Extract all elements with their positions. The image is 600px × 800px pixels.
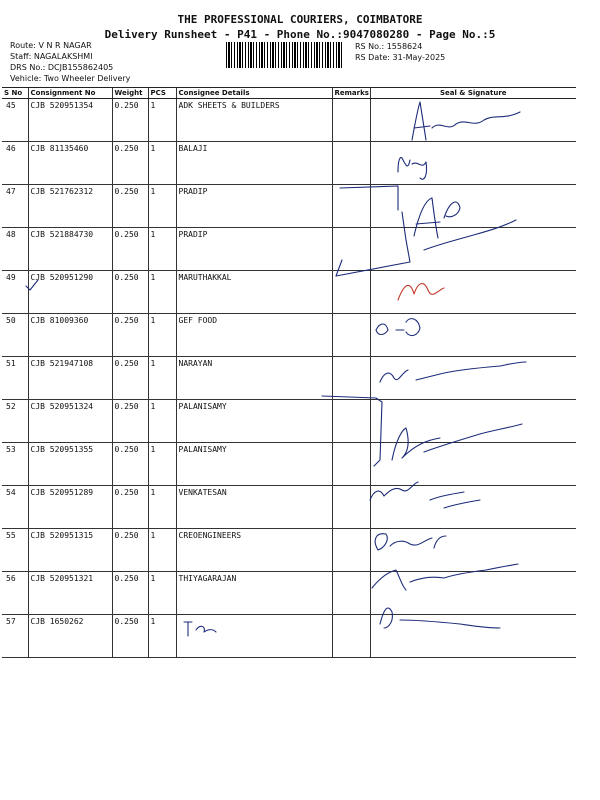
consignee-cell: PRADIP — [176, 185, 332, 228]
remarks-cell — [332, 314, 370, 357]
barcode — [226, 42, 344, 68]
signature-cell — [370, 486, 576, 529]
weight-cell: 0.250 — [112, 142, 148, 185]
signature-cell — [370, 357, 576, 400]
pcs-cell: 1 — [148, 99, 176, 142]
table-row — [2, 228, 576, 271]
remarks-cell — [332, 228, 370, 271]
remarks-cell — [332, 142, 370, 185]
signature-cell — [370, 228, 576, 271]
col-weight: Weight — [112, 88, 148, 99]
remarks-cell — [332, 99, 370, 142]
consignee-cell: PRADIP — [176, 228, 332, 271]
weight-cell: 0.250 — [112, 615, 148, 658]
sno-cell: 46 — [2, 142, 28, 185]
sno-cell: 47 — [2, 185, 28, 228]
consignment-cell: CJB 520951315 — [28, 529, 112, 572]
page-subtitle: Delivery Runsheet - P41 - Phone No.:9047080280 - Page No.:5 — [104, 28, 496, 41]
consignee-cell: ADK SHEETS & BUILDERS — [176, 99, 332, 142]
table-row — [2, 400, 576, 443]
sno-cell: 57 — [2, 615, 28, 658]
consignment-cell: CJB 521884730 — [28, 228, 112, 271]
consignment-cell: CJB 520951289 — [28, 486, 112, 529]
pcs-cell: 1 — [148, 529, 176, 572]
pcs-cell: 1 — [148, 314, 176, 357]
sno-cell: 56 — [2, 572, 28, 615]
runsheet-table — [2, 87, 576, 658]
table-row — [2, 99, 576, 142]
signature-cell — [370, 314, 576, 357]
pcs-cell: 1 — [148, 615, 176, 658]
consignee-cell: MARUTHAKKAL — [176, 271, 332, 314]
consignee-cell: PALANISAMY — [176, 400, 332, 443]
consignee-cell — [176, 615, 332, 658]
remarks-cell — [332, 615, 370, 658]
signature-cell — [370, 443, 576, 486]
pcs-cell: 1 — [148, 486, 176, 529]
weight-cell: 0.250 — [112, 99, 148, 142]
weight-cell: 0.250 — [112, 271, 148, 314]
table-header-row — [2, 88, 576, 99]
consignment-cell: CJB 1650262 — [28, 615, 112, 658]
col-signature: Seal & Signature — [370, 88, 576, 99]
table-row — [2, 357, 576, 400]
table-row — [2, 314, 576, 357]
consignment-cell: CJB 520951321 — [28, 572, 112, 615]
table-row — [2, 486, 576, 529]
consignment-cell: CJB 520951324 — [28, 400, 112, 443]
signature-cell — [370, 615, 576, 658]
vehicle-label: Vehicle: Two Wheeler Delivery — [10, 74, 131, 83]
signature-cell — [370, 400, 576, 443]
pcs-cell: 1 — [148, 400, 176, 443]
col-consignee: Consignee Details — [176, 88, 332, 99]
col-consignment: Consignment No — [28, 88, 112, 99]
table-row — [2, 271, 576, 314]
remarks-cell — [332, 572, 370, 615]
consignment-cell: CJB 521947108 — [28, 357, 112, 400]
consignment-cell: CJB 521762312 — [28, 185, 112, 228]
sno-cell: 48 — [2, 228, 28, 271]
consignment-cell: CJB 81009360 — [28, 314, 112, 357]
pcs-cell: 1 — [148, 357, 176, 400]
signature-cell — [370, 271, 576, 314]
table-row — [2, 529, 576, 572]
consignee-cell: PALANISAMY — [176, 443, 332, 486]
signature-cell — [370, 99, 576, 142]
remarks-cell — [332, 529, 370, 572]
staff-label: Staff: NAGALAKSHMI — [10, 52, 93, 61]
weight-cell: 0.250 — [112, 228, 148, 271]
consignee-cell: CREOENGINEERS — [176, 529, 332, 572]
consignee-cell: THIYAGARAJAN — [176, 572, 332, 615]
sno-cell: 49 — [2, 271, 28, 314]
rs-date: RS Date: 31-May-2025 — [355, 53, 446, 62]
consignment-cell: CJB 520951290 — [28, 271, 112, 314]
col-pcs: PCS — [148, 88, 176, 99]
consignment-cell: CJB 520951354 — [28, 99, 112, 142]
remarks-cell — [332, 486, 370, 529]
sno-cell: 45 — [2, 99, 28, 142]
table-row — [2, 142, 576, 185]
weight-cell: 0.250 — [112, 357, 148, 400]
col-remarks: Remarks — [332, 88, 370, 99]
sno-cell: 55 — [2, 529, 28, 572]
rs-number: RS No.: 1558624 — [355, 42, 423, 51]
col-sno: S No — [2, 88, 28, 99]
sno-cell: 50 — [2, 314, 28, 357]
run-info-block — [10, 40, 130, 84]
weight-cell: 0.250 — [112, 572, 148, 615]
remarks-cell — [332, 357, 370, 400]
table-row — [2, 615, 576, 658]
weight-cell: 0.250 — [112, 529, 148, 572]
drs-label: DRS No.: DCJB155862405 — [10, 63, 114, 72]
sno-cell: 54 — [2, 486, 28, 529]
consignee-cell: VENKATESAN — [176, 486, 332, 529]
signature-cell — [370, 529, 576, 572]
consignee-cell: BALAJI — [176, 142, 332, 185]
remarks-cell — [332, 185, 370, 228]
weight-cell: 0.250 — [112, 314, 148, 357]
weight-cell: 0.250 — [112, 185, 148, 228]
weight-cell: 0.250 — [112, 400, 148, 443]
consignment-cell: CJB 81135460 — [28, 142, 112, 185]
remarks-cell — [332, 400, 370, 443]
remarks-cell — [332, 271, 370, 314]
weight-cell: 0.250 — [112, 443, 148, 486]
pcs-cell: 1 — [148, 228, 176, 271]
route-label: Route: V N R NAGAR — [10, 41, 92, 50]
pcs-cell: 1 — [148, 572, 176, 615]
sno-cell: 52 — [2, 400, 28, 443]
pcs-cell: 1 — [148, 443, 176, 486]
consignee-cell: GEF FOOD — [176, 314, 332, 357]
consignment-cell: CJB 520951355 — [28, 443, 112, 486]
pcs-cell: 1 — [148, 142, 176, 185]
sno-cell: 53 — [2, 443, 28, 486]
sno-cell: 51 — [2, 357, 28, 400]
pcs-cell: 1 — [148, 271, 176, 314]
rs-info-block — [355, 41, 445, 63]
page-title: THE PROFESSIONAL COURIERS, COIMBATORE — [177, 13, 423, 26]
signature-cell — [370, 185, 576, 228]
weight-cell: 0.250 — [112, 486, 148, 529]
signature-cell — [370, 572, 576, 615]
remarks-cell — [332, 443, 370, 486]
pcs-cell: 1 — [148, 185, 176, 228]
signature-cell — [370, 142, 576, 185]
table-row — [2, 443, 576, 486]
table-row — [2, 572, 576, 615]
table-row — [2, 185, 576, 228]
consignee-cell: NARAYAN — [176, 357, 332, 400]
